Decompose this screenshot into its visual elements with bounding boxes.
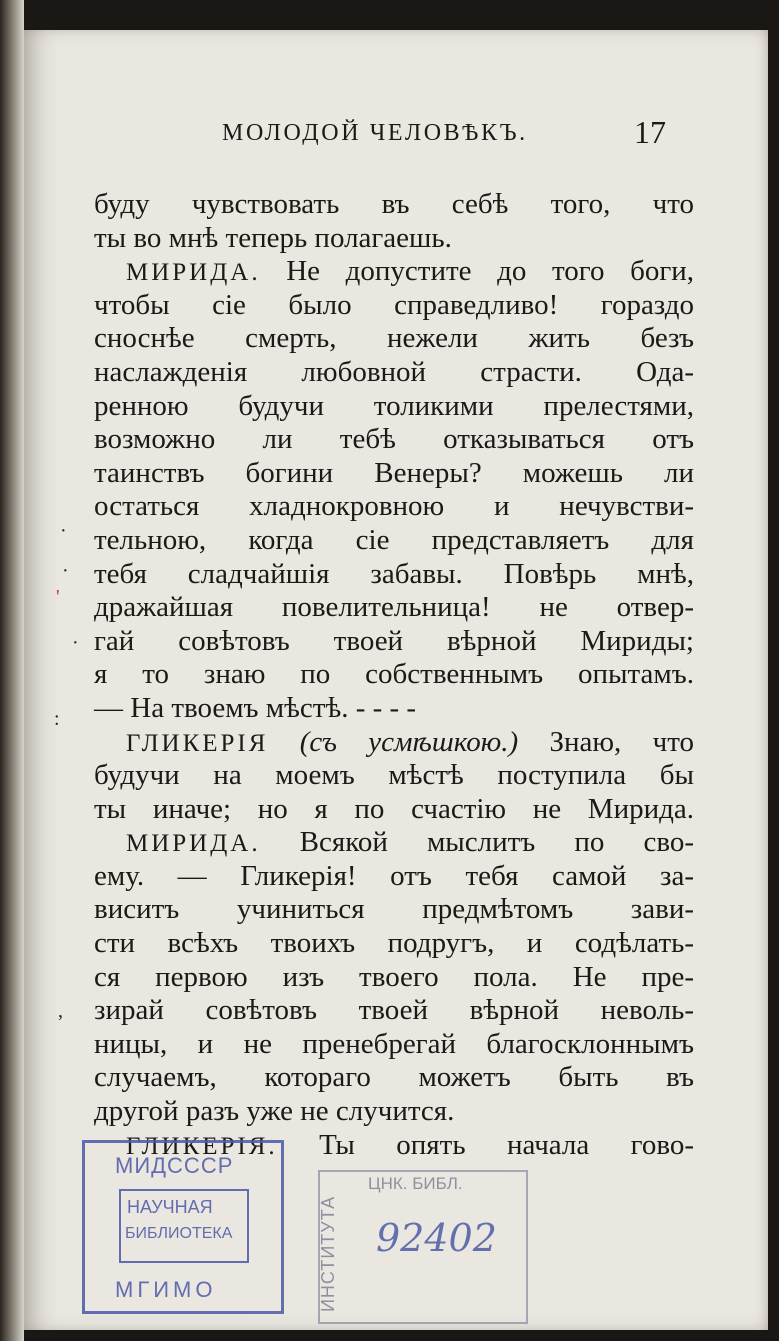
library-stamp-line1: МИДСССР — [115, 1153, 234, 1178]
text-line — [94, 692, 694, 726]
line-text: тельною, когда сіе представляетъ для — [94, 523, 694, 556]
inventory-number: 92402 — [376, 1216, 497, 1260]
library-stamp-line3: БИБЛИОТЕКА — [125, 1225, 233, 1242]
line-text: Знаю, что — [518, 725, 694, 758]
line-text: буду чувствовать въ себѣ того, что — [94, 188, 694, 220]
text-line — [94, 625, 694, 659]
line-text: — На твоемъ мѣстѣ. - - - - — [94, 691, 417, 724]
text-line — [94, 289, 694, 323]
line-text: наслажденія любовной страсти. Ода- — [94, 355, 694, 388]
line-text: я то знаю по собственнымъ опытамъ. — [94, 658, 694, 691]
line-text: ты иначе; но я по счастію не Мирида. — [94, 792, 694, 825]
text-line — [94, 994, 694, 1028]
line-text: возможно ли тебѣ отказываться отъ — [94, 423, 694, 456]
margin-dot: · — [72, 632, 79, 654]
text-line — [94, 591, 694, 625]
text-line — [94, 927, 694, 961]
line-text: случаемъ, котораго можетъ быть въ — [94, 1061, 694, 1094]
inventory-stamp — [318, 1170, 528, 1324]
text-line — [94, 793, 694, 827]
text-line — [94, 860, 694, 894]
text-line — [94, 658, 694, 692]
text-line — [94, 759, 694, 793]
text-line — [94, 524, 694, 558]
stage-direction: (съ усмѣшкою.) — [268, 725, 519, 758]
line-text: Всякой мыслитъ по сво- — [260, 826, 694, 859]
line-text: другой разъ уже не случится. — [94, 1095, 455, 1128]
line-text: будучи на моемъ мѣстѣ поступила бы — [94, 759, 694, 792]
line-text: ся первою изъ твоего пола. Не пре- — [94, 960, 694, 993]
margin-tick: , — [58, 1000, 63, 1022]
book-page — [24, 30, 768, 1330]
margin-dot: · — [60, 520, 67, 542]
text-line — [94, 1061, 694, 1095]
speaker-name: МИРИДА. — [126, 830, 261, 858]
text-line — [94, 893, 694, 927]
library-stamp-line4: МГИМО — [115, 1277, 217, 1302]
text-line — [94, 457, 694, 491]
line-text: ренною будучи толикими прелестями, — [94, 389, 694, 422]
library-stamp-line2: НАУЧНАЯ — [127, 1197, 213, 1217]
text-line — [94, 490, 694, 524]
line-text: виситъ учиниться предмѣтомъ зави- — [94, 893, 694, 926]
line-text: дражайшая повелительница! не отвер- — [94, 591, 694, 624]
text-line — [94, 726, 694, 760]
text-line — [94, 356, 694, 390]
book-gutter — [0, 0, 24, 1341]
text-line — [94, 188, 694, 222]
inventory-stamp-side: ИНСТИТУТА — [318, 1195, 338, 1312]
speaker-name: МИРИДА. — [126, 259, 261, 287]
text-line — [94, 558, 694, 592]
line-text: таинствъ богини Венеры? можешь ли — [94, 456, 694, 489]
line-text: тебя сладчайшія забавы. Повѣрь мнѣ, — [94, 557, 694, 590]
line-text: гай совѣтовъ твоей вѣрной Мириды; — [94, 624, 694, 657]
running-head: МОЛОДОЙ ЧЕЛОВѢКЪ. — [222, 120, 528, 146]
text-line — [94, 1095, 694, 1129]
line-text: сноснѣе смерть, нежели жить безъ — [94, 322, 694, 355]
text-line — [94, 423, 694, 457]
library-stamp — [82, 1140, 284, 1314]
line-text: Не допустите до того боги, — [260, 255, 694, 288]
text-line — [94, 322, 694, 356]
line-text: ты во мнѣ теперь полагаешь. — [94, 221, 452, 254]
line-text: чтобы сіе было справедливо! гораздо — [94, 288, 694, 321]
text-line — [94, 255, 694, 289]
margin-dot: · — [62, 560, 69, 582]
line-text: сти всѣхъ твоихъ подругъ, и содѣлать- — [94, 927, 694, 960]
line-text: Ты опять начала гово- — [277, 1128, 694, 1161]
text-line — [94, 1028, 694, 1062]
page-number: 17 — [634, 114, 666, 150]
text-line — [94, 826, 694, 860]
speaker-name: ГЛИКЕРІЯ — [126, 729, 269, 757]
inventory-stamp-top: ЦНК. БИБЛ. — [368, 1174, 463, 1193]
text-line — [94, 390, 694, 424]
text-line — [94, 961, 694, 995]
line-text: зирай совѣтовъ твоей вѣрной неволь- — [94, 994, 694, 1027]
body-text — [94, 188, 694, 1162]
line-text: ницы, и не пренебрегай благосклоннымъ — [94, 1027, 694, 1060]
page-header — [24, 114, 768, 154]
line-text: остаться хладнокровною и нечувстви- — [94, 490, 694, 523]
text-line — [94, 222, 694, 256]
margin-colon: : — [54, 708, 60, 730]
speaker-name: ГЛИКЕРІЯ. — [126, 1132, 278, 1160]
line-text: ему. — Гликерія! отъ тебя самой за- — [94, 859, 694, 892]
margin-tick-red: ' — [56, 586, 60, 608]
